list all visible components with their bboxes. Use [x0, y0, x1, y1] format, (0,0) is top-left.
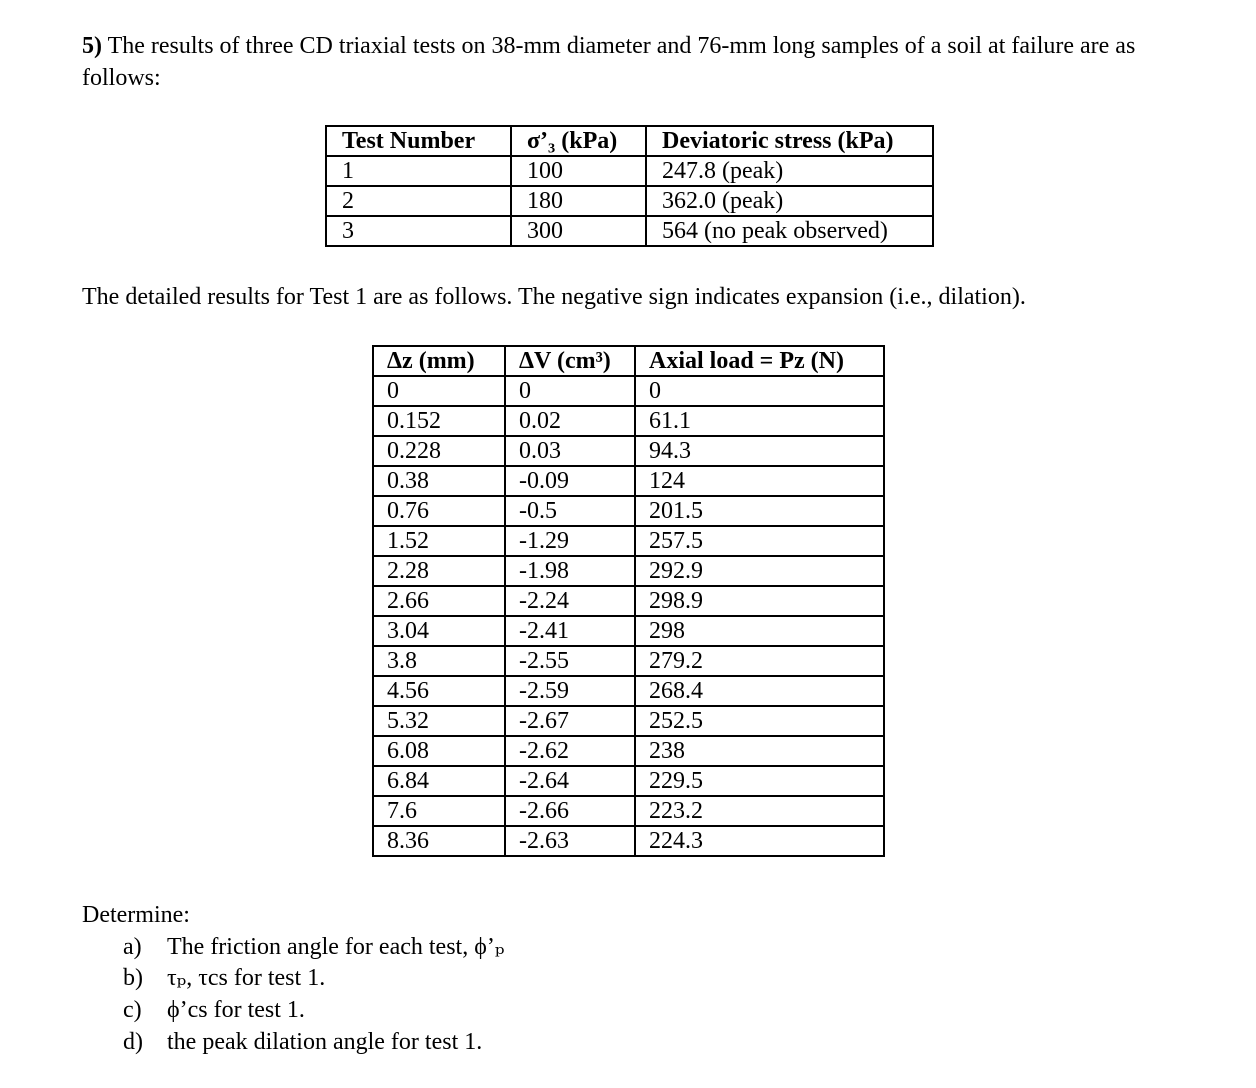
col-header-test-number: Test Number	[326, 126, 511, 156]
table-row	[373, 676, 884, 706]
table-row	[373, 706, 884, 736]
table-cell: 2	[326, 186, 511, 216]
table-header-row	[373, 346, 884, 376]
table-cell: 2.66	[373, 586, 505, 616]
col-header-sigma3: σ’₃ (kPa)	[511, 126, 646, 156]
question-label: a)	[123, 934, 142, 960]
test1-detail-table	[372, 345, 885, 857]
table-cell: 6.08	[373, 736, 505, 766]
col-header-dv: ΔV (cm³)	[505, 346, 635, 376]
determine-heading: Determine:	[82, 902, 190, 928]
table-row	[326, 156, 933, 186]
table-cell: -2.41	[505, 616, 635, 646]
question-label: b)	[123, 965, 143, 991]
table-cell: 124	[635, 466, 884, 496]
table-cell: 61.1	[635, 406, 884, 436]
table-cell: -2.62	[505, 736, 635, 766]
table-cell: -0.5	[505, 496, 635, 526]
table-cell: 279.2	[635, 646, 884, 676]
table-row	[373, 766, 884, 796]
table-cell: 298	[635, 616, 884, 646]
failure-results-table	[325, 125, 934, 247]
question-text: ϕ’cs for test 1.	[167, 997, 305, 1023]
table-cell: 564 (no peak observed)	[646, 216, 933, 246]
table-cell: 0	[635, 376, 884, 406]
table-cell: -1.29	[505, 526, 635, 556]
table-cell: 1.52	[373, 526, 505, 556]
question-item	[123, 995, 305, 1026]
table-cell: 238	[635, 736, 884, 766]
table-row	[373, 406, 884, 436]
table-cell: -1.98	[505, 556, 635, 586]
question-label: d)	[123, 1029, 143, 1055]
question-text: The friction angle for each test, ϕ’ₚ	[167, 934, 505, 960]
table-cell: 0	[373, 376, 505, 406]
table-cell: 268.4	[635, 676, 884, 706]
table-cell: 0.228	[373, 436, 505, 466]
table-cell: 0	[505, 376, 635, 406]
table-cell: 300	[511, 216, 646, 246]
table-cell: 257.5	[635, 526, 884, 556]
question-item	[123, 1027, 482, 1058]
table-cell: 292.9	[635, 556, 884, 586]
table-cell: -2.55	[505, 646, 635, 676]
table-row	[373, 526, 884, 556]
table-cell: 0.76	[373, 496, 505, 526]
table-cell: -2.66	[505, 796, 635, 826]
table-cell: 0.38	[373, 466, 505, 496]
table-cell: 3.04	[373, 616, 505, 646]
table-cell: 3.8	[373, 646, 505, 676]
problem-number: 5)	[82, 33, 102, 59]
table-cell: 229.5	[635, 766, 884, 796]
table-cell: 4.56	[373, 676, 505, 706]
question-item	[123, 963, 325, 994]
table-cell: 298.9	[635, 586, 884, 616]
table-cell: 7.6	[373, 796, 505, 826]
table-cell: 201.5	[635, 496, 884, 526]
detail-text: The detailed results for Test 1 are as follows. The negative sign indicates expansion (i.e., dilation).	[82, 284, 1026, 310]
table-cell: 2.28	[373, 556, 505, 586]
question-text: τₚ, τcs for test 1.	[167, 965, 326, 991]
table-cell: -2.67	[505, 706, 635, 736]
table-cell: 5.32	[373, 706, 505, 736]
table-cell: 180	[511, 186, 646, 216]
table-cell: 100	[511, 156, 646, 186]
table-cell: 252.5	[635, 706, 884, 736]
table-cell: 3	[326, 216, 511, 246]
table-row	[326, 186, 933, 216]
col-header-deviatoric-stress: Deviatoric stress (kPa)	[646, 126, 933, 156]
problem-statement	[82, 30, 1182, 94]
table-cell: -0.09	[505, 466, 635, 496]
table-row	[373, 616, 884, 646]
table-cell: 247.8 (peak)	[646, 156, 933, 186]
table-row	[373, 466, 884, 496]
table-header-row	[326, 126, 933, 156]
table-cell: 0.03	[505, 436, 635, 466]
question-item	[123, 932, 504, 963]
table-cell: 0.02	[505, 406, 635, 436]
table-cell: -2.24	[505, 586, 635, 616]
table-cell: -2.64	[505, 766, 635, 796]
table-row	[373, 736, 884, 766]
table-row	[373, 376, 884, 406]
table-row	[373, 556, 884, 586]
table-row	[373, 796, 884, 826]
table-cell: 224.3	[635, 826, 884, 856]
table-row	[373, 646, 884, 676]
table-row	[373, 496, 884, 526]
table-row	[326, 216, 933, 246]
table-cell: 362.0 (peak)	[646, 186, 933, 216]
table-cell: 94.3	[635, 436, 884, 466]
col-header-dz: Δz (mm)	[373, 346, 505, 376]
table-row	[373, 436, 884, 466]
question-label: c)	[123, 997, 142, 1023]
table-row	[373, 586, 884, 616]
table-cell: -2.63	[505, 826, 635, 856]
table-cell: 223.2	[635, 796, 884, 826]
table-row	[373, 826, 884, 856]
question-text: the peak dilation angle for test 1.	[167, 1029, 483, 1055]
table-cell: 8.36	[373, 826, 505, 856]
table-cell: 1	[326, 156, 511, 186]
table-cell: -2.59	[505, 676, 635, 706]
table-cell: 6.84	[373, 766, 505, 796]
table-cell: 0.152	[373, 406, 505, 436]
problem-text: The results of three CD triaxial tests on 38-mm diameter and 76-mm long samples of a soil at failure are as follows:	[82, 33, 1136, 91]
col-header-axial-load: Axial load = Pz (N)	[635, 346, 884, 376]
